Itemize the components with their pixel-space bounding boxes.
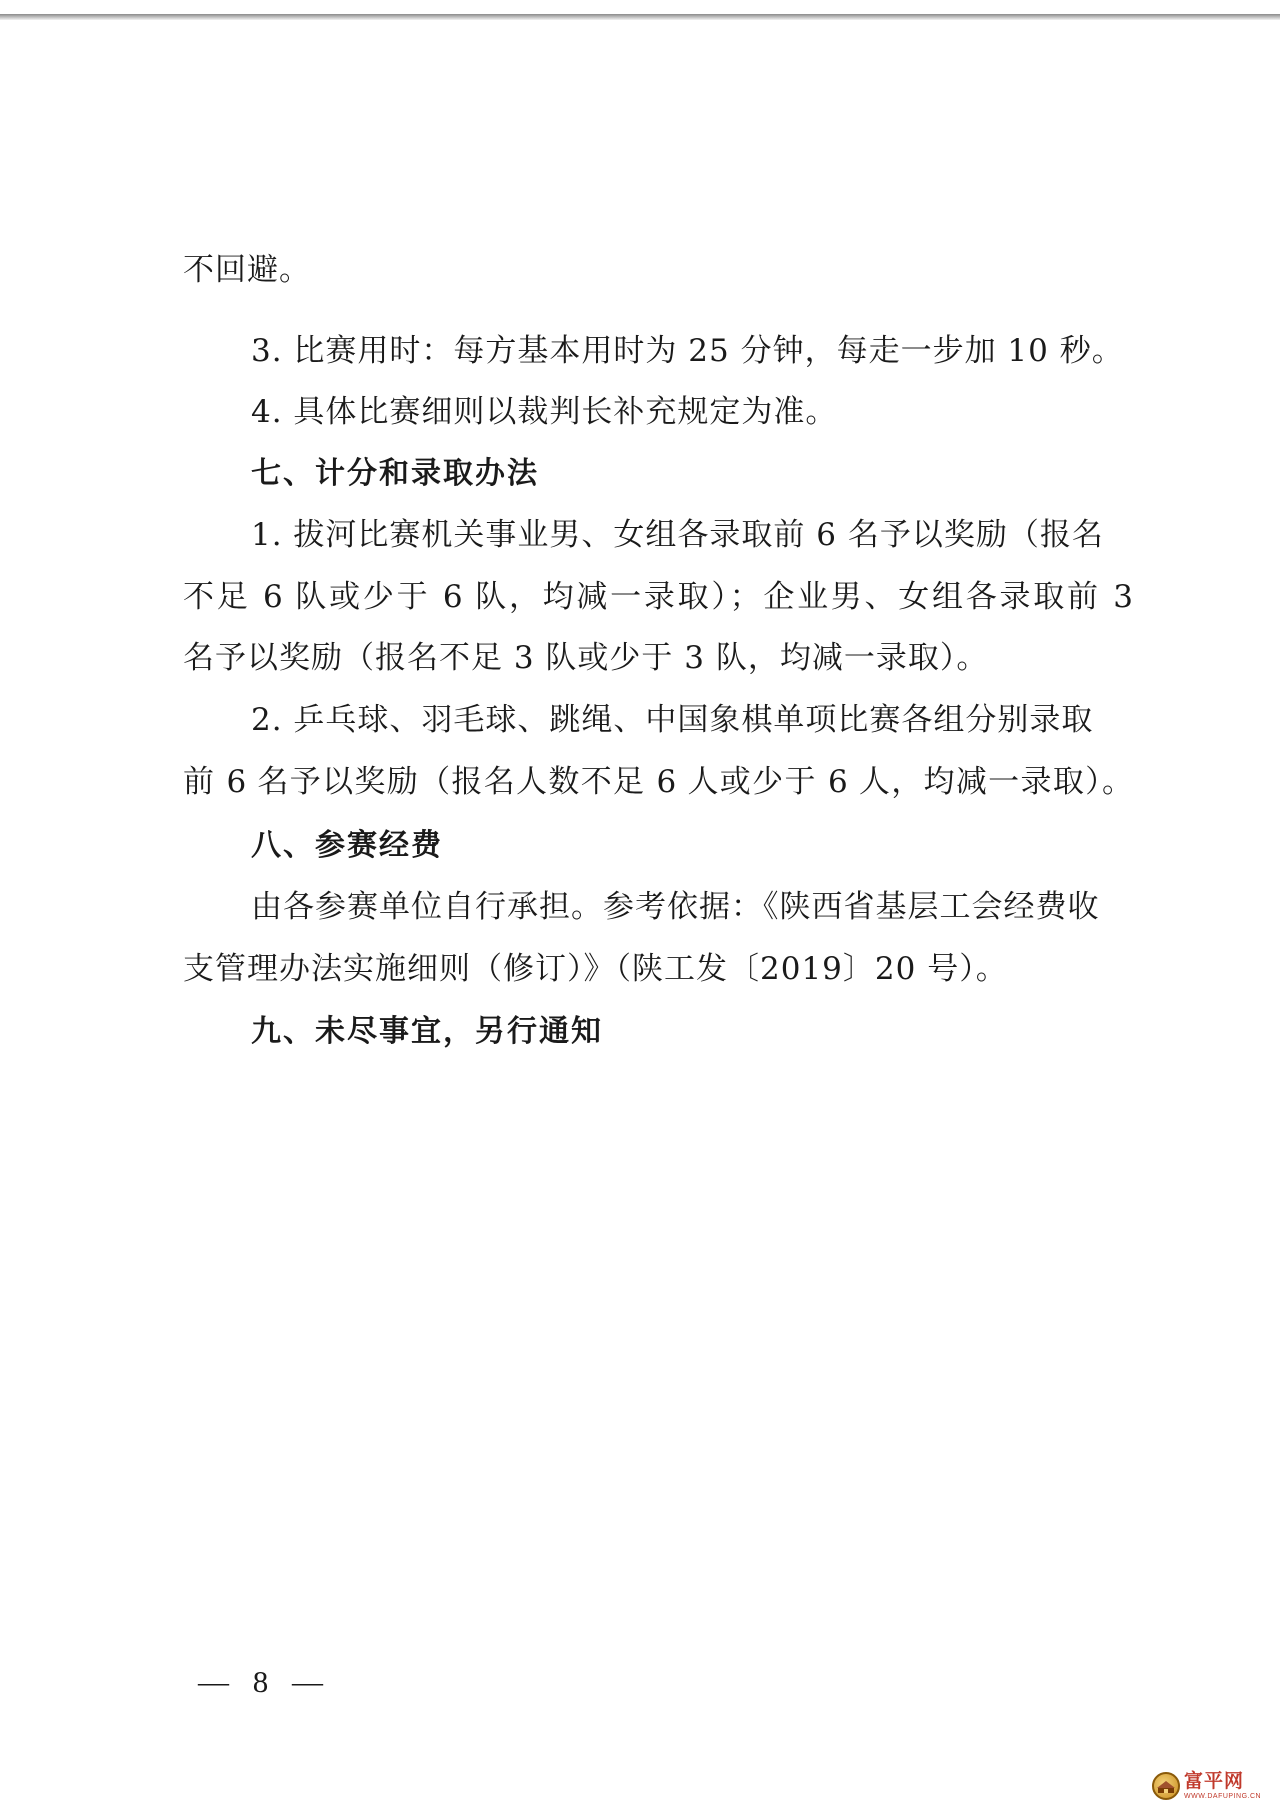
gate-logo-icon [1152,1772,1180,1800]
scoring-item-1-line-3: 名予以奖励（报名不足 3 队或少于 3 队，均减一录取）。 [183,640,989,676]
section-heading-scoring: 七、计分和录取办法 [251,456,539,491]
scan-top-edge [0,14,1280,20]
scoring-item-1-line-2: 不足 6 队或少于 6 队，均减一录取）；企业男、女组各录取前 3 [183,579,1133,615]
rule-4-referee: 4. 具体比赛细则以裁判长补充规定为准。 [251,394,838,430]
scoring-item-2-line-2: 前 6 名予以奖励（报名人数不足 6 人或少于 6 人，均减一录取）。 [183,764,1133,800]
site-watermark [1152,1766,1276,1806]
page-number: — 8 — [198,1664,331,1699]
section-heading-fees: 八、参赛经费 [251,828,443,863]
scoring-item-1-line-1: 1. 拔河比赛机关事业男、女组各录取前 6 名予以奖励（报名 [251,517,1104,553]
watermark-site-name: 富平网 [1184,1770,1245,1792]
rule-3-match-time: 3. 比赛用时：每方基本用时为 25 分钟，每走一步加 10 秒。 [251,333,1124,369]
fees-line-2: 支管理办法实施细则（修订）》（陕工发〔2019〕20 号）。 [183,951,1008,987]
fees-line-1: 由各参赛单位自行承担。参考依据：《陕西省基层工会经费收 [251,889,1100,925]
scoring-item-2-line-1: 2. 乒乓球、羽毛球、跳绳、中国象棋单项比赛各组分别录取 [251,702,1094,738]
paragraph-line: 不回避。 [183,252,311,288]
watermark-site-url: WWW.DAFUPING.CN [1184,1793,1262,1800]
section-heading-other: 九、未尽事宜，另行通知 [251,1014,603,1049]
